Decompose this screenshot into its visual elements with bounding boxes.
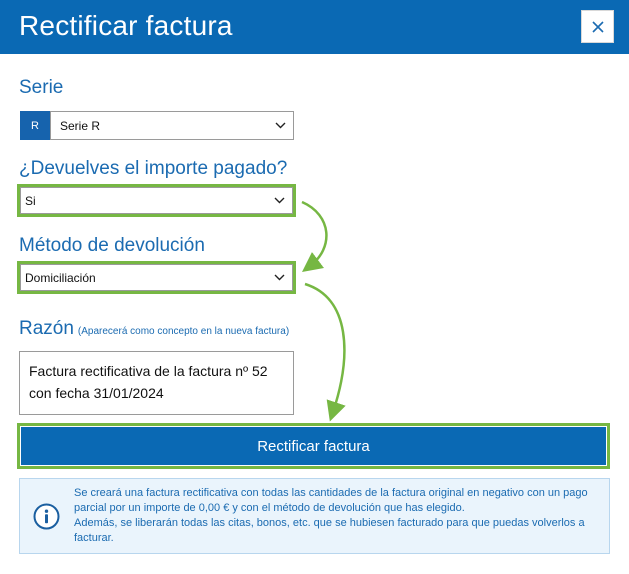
serie-select[interactable] xyxy=(50,111,294,140)
reason-note: (Aparecerá como concepto en la nueva factura) xyxy=(77,326,290,337)
serie-value: Serie R xyxy=(60,118,101,133)
method-value: Domiciliación xyxy=(25,270,96,285)
serie-badge: R xyxy=(20,111,50,140)
refund-value: Si xyxy=(25,193,36,208)
close-icon xyxy=(591,20,605,34)
chevron-down-icon xyxy=(267,122,293,129)
chevron-down-icon xyxy=(266,197,292,204)
arrow-method-to-submit xyxy=(305,284,344,412)
reason-label xyxy=(19,318,289,340)
method-select[interactable] xyxy=(20,264,293,291)
info-line-2: Además, se liberarán todas las citas, bonos, etc. que se hubiesen facturado para que puedas volverlos a facturar. xyxy=(74,517,585,544)
reason-label-text: Razón xyxy=(19,318,74,339)
arrow-refund-to-method xyxy=(302,202,326,266)
method-label: Método de devolución xyxy=(19,235,205,256)
info-line-1: Se creará una factura rectificativa con todas las cantidades de la factura original en negativo con un pago parcial por un importe de 0,00 € y con el método de devolución que has elegido. xyxy=(74,487,588,514)
info-text xyxy=(74,486,604,546)
info-box xyxy=(19,478,610,554)
refund-select[interactable] xyxy=(20,187,293,214)
close-button[interactable] xyxy=(581,10,614,43)
info-icon xyxy=(33,503,60,530)
dialog-title: Rectificar factura xyxy=(19,10,233,41)
serie-label: Serie xyxy=(19,77,64,98)
reason-textarea[interactable]: Factura rectificativa de la factura nº 52 con fecha 31/01/2024 xyxy=(19,351,294,415)
rectificar-factura-button[interactable]: Rectificar factura xyxy=(21,427,606,465)
chevron-down-icon xyxy=(266,274,292,281)
refund-label: ¿Devuelves el importe pagado? xyxy=(19,158,288,179)
dialog-header xyxy=(0,0,629,54)
